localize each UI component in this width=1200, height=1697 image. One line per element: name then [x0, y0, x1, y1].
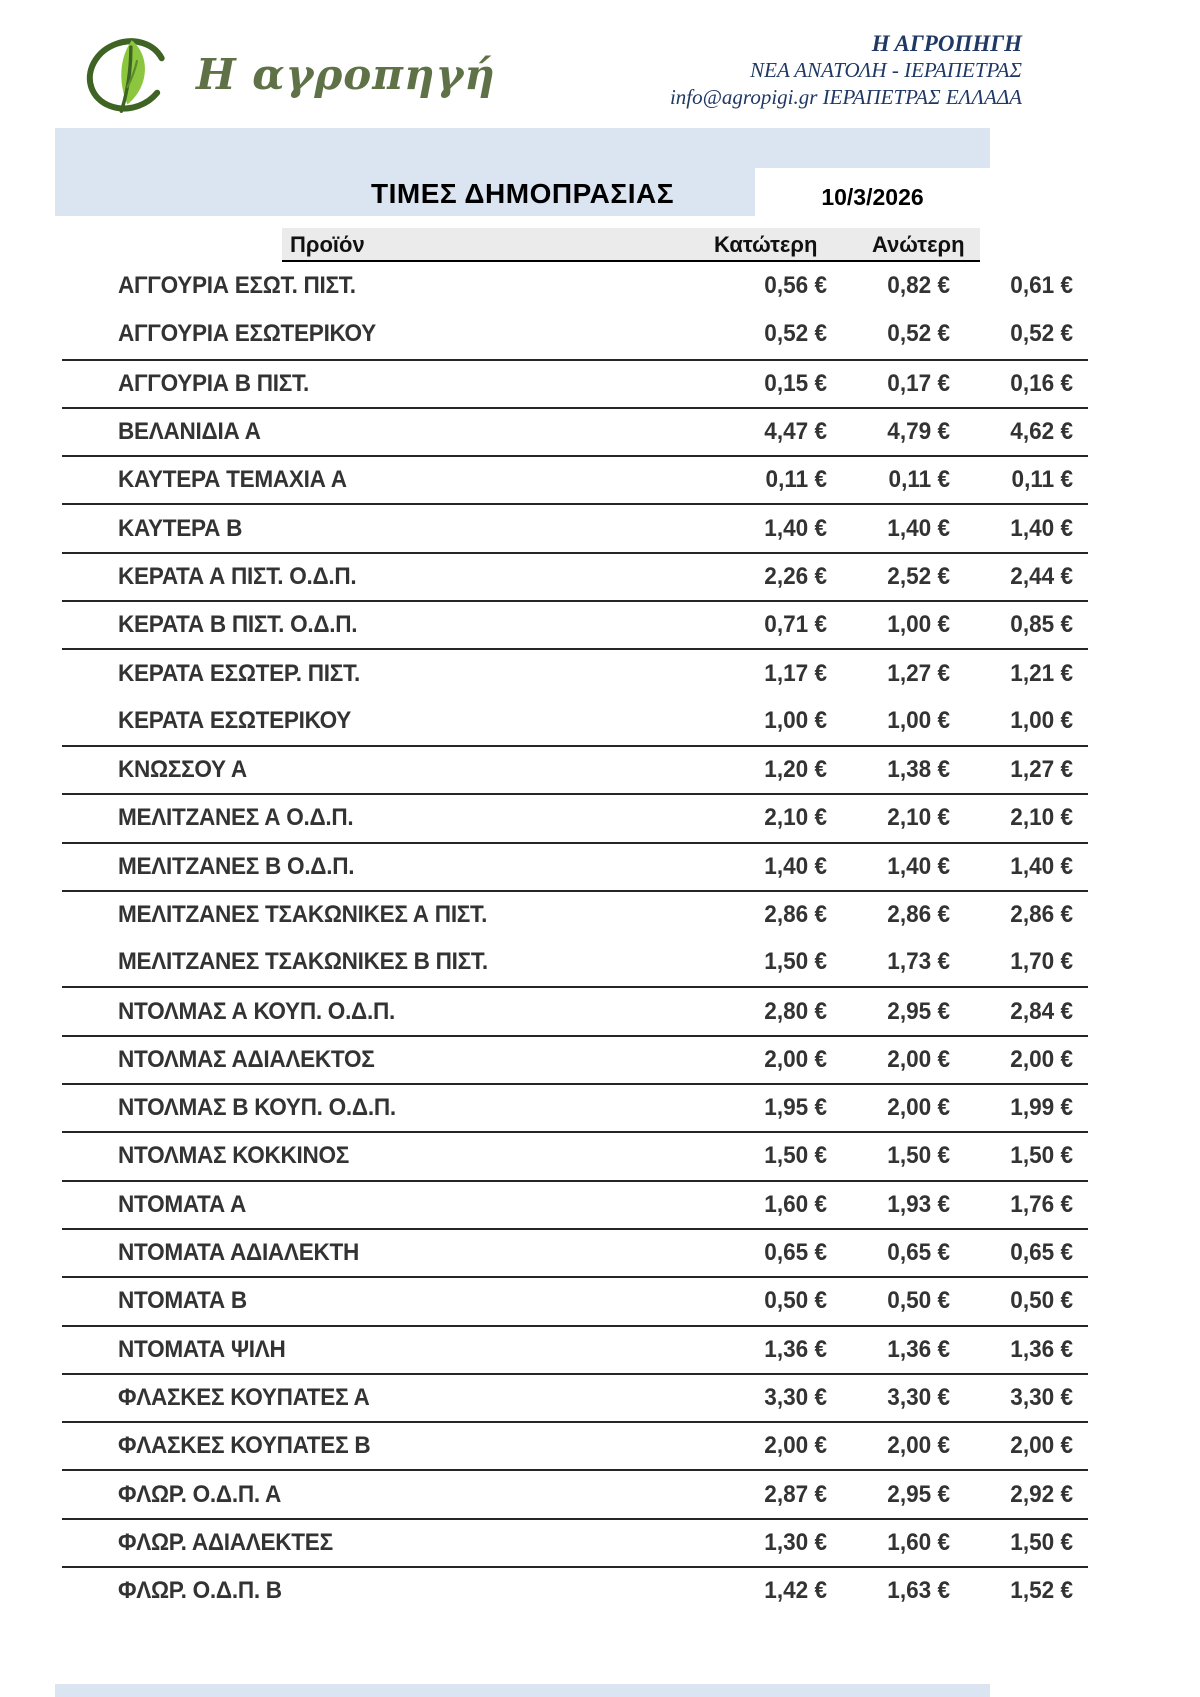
price-avg: 1,27 € [1010, 756, 1073, 784]
price-high: 1,27 € [887, 659, 950, 687]
product-name: ΜΕΛΙΤΖΑΝΕΣ Α Ο.Δ.Π. [118, 804, 354, 832]
product-name: ΚΑΥΤΕΡΑ ΤΕΜΑΧΙΑ Α [118, 466, 347, 494]
product-name: ΚΕΡΑΤΑ Α ΠΙΣΤ. Ο.Δ.Π. [118, 562, 357, 590]
price-high: 1,50 € [887, 1142, 950, 1170]
table-row [62, 1325, 1088, 1373]
product-name: ΚΕΡΑΤΑ Β ΠΙΣΤ. Ο.Δ.Π. [118, 611, 358, 639]
price-high: 2,00 € [887, 1094, 950, 1122]
price-avg: 2,00 € [1010, 1045, 1073, 1073]
product-name: ΚΑΥΤΕΡΑ Β [118, 514, 243, 542]
product-name: ΦΛΩΡ. ΑΔΙΑΛΕΚΤΕΣ [118, 1528, 333, 1556]
price-high: 1,73 € [887, 948, 950, 976]
product-name: ΝΤΟΛΜΑΣ ΚΟΚΚΙΝΟΣ [118, 1142, 350, 1170]
table-row [62, 1566, 1088, 1614]
price-low: 1,36 € [764, 1335, 827, 1363]
price-avg: 1,36 € [1010, 1335, 1073, 1363]
price-low: 1,40 € [764, 852, 827, 880]
product-name: ΝΤΟΛΜΑΣ Α ΚΟΥΠ. Ο.Δ.Π. [118, 997, 395, 1025]
price-avg: 1,76 € [1010, 1190, 1073, 1218]
table-header-row [282, 228, 980, 262]
logo-wordmark: Η αγροπηγή [196, 49, 496, 99]
price-high: 2,52 € [887, 562, 950, 590]
price-table [62, 262, 1088, 1614]
column-header-low: Κατώτερη [714, 232, 818, 257]
table-row [62, 745, 1088, 793]
product-name: ΜΕΛΙΤΖΑΝΕΣ ΤΣΑΚΩΝΙΚΕΣ Α ΠΙΣΤ. [118, 901, 488, 928]
price-avg: 0,52 € [1010, 320, 1073, 348]
product-name: ΦΛΩΡ. Ο.Δ.Π. Α [118, 1480, 281, 1508]
price-high: 2,00 € [887, 1045, 950, 1073]
product-name: ΦΛΩΡ. Ο.Δ.Π. Β [118, 1577, 282, 1605]
product-name: ΝΤΟΜΑΤΑ Β [118, 1287, 247, 1315]
price-low: 3,30 € [764, 1383, 827, 1411]
column-header-high: Ανώτερη [872, 232, 965, 257]
product-name: ΜΕΛΙΤΖΑΝΕΣ Β Ο.Δ.Π. [118, 852, 355, 880]
product-name: ΚΝΩΣΣΟΥ Α [118, 756, 247, 784]
price-low: 1,95 € [764, 1094, 827, 1122]
price-avg: 1,70 € [1010, 948, 1073, 976]
product-name: ΦΛΑΣΚΕΣ ΚΟΥΠΑΤΕΣ Β [118, 1432, 371, 1460]
table-row [62, 262, 1088, 310]
product-name: ΝΤΟΛΜΑΣ Β ΚΟΥΠ. Ο.Δ.Π. [118, 1094, 396, 1122]
price-high: 4,79 € [887, 418, 950, 446]
price-high: 2,00 € [887, 1432, 950, 1460]
price-high: 0,50 € [887, 1287, 950, 1315]
price-avg: 2,10 € [1010, 804, 1073, 832]
table-row [62, 552, 1088, 600]
price-low: 1,42 € [764, 1577, 827, 1605]
table-row [62, 793, 1088, 841]
product-name: ΒΕΛΑΝΙΔΙΑ Α [118, 418, 261, 446]
table-row [62, 890, 1088, 938]
price-low: 2,26 € [764, 562, 827, 590]
price-low: 1,30 € [764, 1528, 827, 1556]
price-avg: 0,11 € [1011, 466, 1073, 494]
product-name: ΑΓΓΟΥΡΙΑ Β ΠΙΣΤ. [118, 369, 309, 397]
table-row [62, 1131, 1088, 1179]
price-high: 1,40 € [887, 852, 950, 880]
table-row [62, 359, 1088, 407]
table-row [62, 455, 1088, 503]
price-avg: 4,62 € [1010, 418, 1073, 446]
product-name: ΝΤΟΜΑΤΑ ΑΔΙΑΛΕΚΤΗ [118, 1239, 359, 1267]
title-banner [55, 128, 990, 216]
price-high: 2,95 € [887, 997, 950, 1025]
product-name: ΝΤΟΜΑΤΑ Α [118, 1190, 247, 1218]
table-row [62, 1083, 1088, 1131]
page-title: ΤΙΜΕΣ ΔΗΜΟΠΡΑΣΙΑΣ [370, 178, 675, 209]
price-avg: 1,40 € [1010, 514, 1073, 542]
price-high: 1,36 € [887, 1335, 950, 1363]
table-row [62, 1276, 1088, 1324]
product-name: ΦΛΑΣΚΕΣ ΚΟΥΠΑΤΕΣ Α [118, 1383, 370, 1411]
price-high: 1,60 € [887, 1528, 950, 1556]
table-row [62, 986, 1088, 1034]
price-high: 2,86 € [887, 901, 950, 928]
price-low: 2,80 € [764, 997, 827, 1025]
price-low: 2,87 € [764, 1480, 827, 1508]
company-info [670, 30, 1022, 111]
product-name: ΚΕΡΑΤΑ ΕΣΩΤΕΡΙΚΟΥ [118, 706, 352, 734]
price-low: 1,40 € [764, 514, 827, 542]
price-high: 0,17 € [887, 369, 950, 397]
price-low: 2,00 € [764, 1432, 827, 1460]
price-low: 1,50 € [764, 948, 827, 976]
product-name: ΝΤΟΛΜΑΣ ΑΔΙΑΛΕΚΤΟΣ [118, 1045, 375, 1073]
table-row [62, 407, 1088, 455]
price-low: 0,52 € [764, 320, 827, 348]
price-avg: 2,00 € [1010, 1432, 1073, 1460]
table-row [62, 1421, 1088, 1469]
price-avg: 0,16 € [1010, 369, 1073, 397]
price-high: 3,30 € [887, 1383, 950, 1411]
price-avg: 0,61 € [1010, 272, 1073, 300]
price-high: 1,38 € [887, 756, 950, 784]
table-row [62, 842, 1088, 890]
table-row [62, 938, 1088, 986]
footer-bar [55, 1684, 990, 1697]
price-avg: 0,50 € [1010, 1287, 1073, 1315]
price-high: 0,82 € [887, 272, 950, 300]
leaf-ring-icon [78, 26, 182, 122]
price-high: 1,63 € [887, 1577, 950, 1605]
table-row [62, 697, 1088, 745]
price-high: 0,52 € [887, 320, 950, 348]
price-low: 2,00 € [764, 1045, 827, 1073]
auction-date: 10/3/2026 [821, 183, 924, 210]
table-row [62, 503, 1088, 551]
column-header-product: Προϊόν [290, 232, 365, 257]
price-high: 1,00 € [887, 706, 950, 734]
table-row [62, 648, 1088, 696]
table-row [62, 310, 1088, 358]
company-contact: info@agropigi.gr ΙΕΡΑΠΕΤΡΑΣ ΕΛΛΑΔΑ [669, 85, 1022, 109]
price-avg: 1,52 € [1010, 1577, 1073, 1605]
price-low: 4,47 € [764, 418, 827, 446]
price-low: 1,60 € [764, 1190, 827, 1218]
price-avg: 2,84 € [1010, 997, 1073, 1025]
price-low: 1,17 € [764, 659, 827, 687]
table-row [62, 1180, 1088, 1228]
price-high: 0,11 € [888, 466, 950, 494]
product-name: ΚΕΡΑΤΑ ΕΣΩΤΕΡ. ΠΙΣΤ. [118, 659, 361, 687]
price-high: 2,10 € [887, 804, 950, 832]
price-low: 2,10 € [764, 804, 827, 832]
price-low: 0,50 € [764, 1287, 827, 1315]
price-low: 1,50 € [764, 1142, 827, 1170]
table-row [62, 600, 1088, 648]
price-avg: 2,92 € [1010, 1480, 1073, 1508]
table-row [62, 1228, 1088, 1276]
price-high: 0,65 € [887, 1239, 950, 1267]
price-avg: 1,21 € [1010, 659, 1073, 687]
price-low: 0,71 € [764, 611, 827, 639]
product-name: ΝΤΟΜΑΤΑ ΨΙΛΗ [118, 1335, 286, 1363]
price-avg: 0,85 € [1010, 611, 1073, 639]
price-avg: 3,30 € [1010, 1383, 1073, 1411]
price-avg: 1,00 € [1010, 706, 1073, 734]
price-avg: 2,44 € [1010, 562, 1073, 590]
company-name: Η ΑΓΡΟΠΗΓΗ [871, 31, 1022, 56]
price-low: 0,65 € [764, 1239, 827, 1267]
price-avg: 0,65 € [1010, 1239, 1073, 1267]
company-location: ΝΕΑ ΑΝΑΤΟΛΗ - ΙΕΡΑΠΕΤΡΑΣ [750, 58, 1022, 82]
price-avg: 2,86 € [1010, 901, 1073, 928]
price-avg: 1,50 € [1010, 1142, 1073, 1170]
table-row [62, 1373, 1088, 1421]
price-low: 1,20 € [764, 756, 827, 784]
price-low: 0,56 € [764, 272, 827, 300]
price-avg: 1,99 € [1010, 1094, 1073, 1122]
table-row [62, 1518, 1088, 1566]
price-low: 0,15 € [764, 369, 827, 397]
price-low: 2,86 € [764, 901, 827, 928]
logo [78, 26, 496, 122]
table-row [62, 1035, 1088, 1083]
price-low: 1,00 € [764, 706, 827, 734]
table-row [62, 1469, 1088, 1517]
price-low: 0,11 € [765, 466, 827, 494]
date-box [755, 168, 990, 226]
price-high: 1,40 € [887, 514, 950, 542]
product-name: ΜΕΛΙΤΖΑΝΕΣ ΤΣΑΚΩΝΙΚΕΣ Β ΠΙΣΤ. [118, 948, 488, 976]
product-name: ΑΓΓΟΥΡΙΑ ΕΣΩΤ. ΠΙΣΤ. [118, 272, 356, 300]
price-avg: 1,50 € [1010, 1528, 1073, 1556]
price-high: 1,00 € [887, 611, 950, 639]
price-high: 2,95 € [887, 1480, 950, 1508]
price-avg: 1,40 € [1010, 852, 1073, 880]
price-high: 1,93 € [887, 1190, 950, 1218]
product-name: ΑΓΓΟΥΡΙΑ ΕΣΩΤΕΡΙΚΟΥ [118, 320, 376, 348]
